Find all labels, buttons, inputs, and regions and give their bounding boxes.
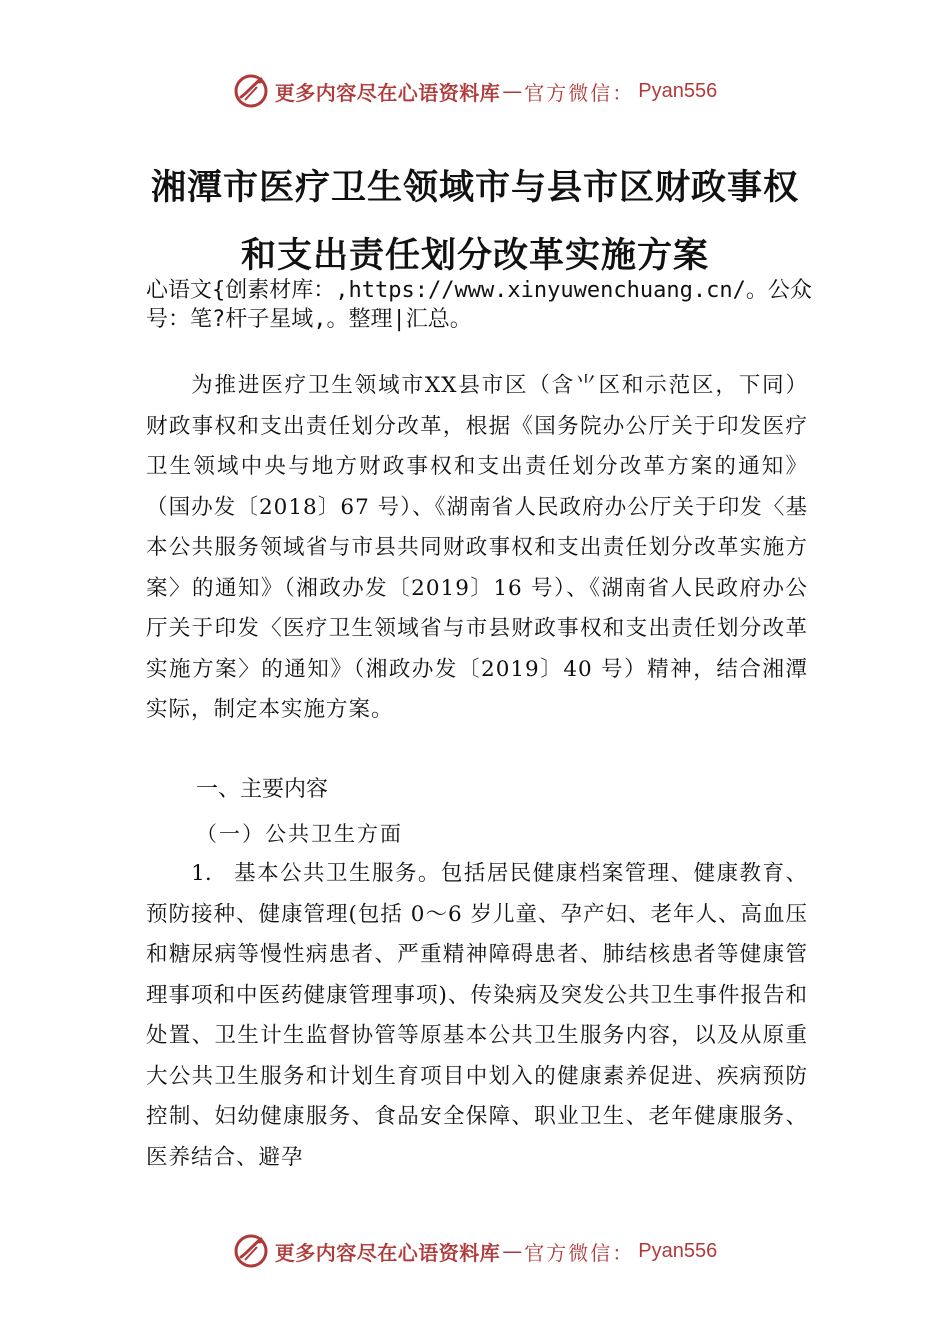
- item-text: 基本公共卫生服务。包括居民健康档案管理、健康教育、预防接种、健康管理(包括 0～6 岁儿童、孕产妇、老年人、高血压和糖尿病等慢性病患者、严重精神障碍患者、肺结核患者等健康管理事项和中医药健康管理事项)、传染病及突发公共卫生事件报告和处置、卫生计生监督协管等原基本公共卫生服务内容，以及从原重大公共卫生服务和计划生育项目中划入的健康素养促进、疾病预防控制、妇幼健康服务、食品安全保障、职业卫生、老年健康服务、医养结合、避孕: [146, 861, 808, 1170]
- source-note: 心语文{创素材库：,https://www.xinyuwenchuang.cn/。公众号：笔?杆子星域,。整理|汇总。: [146, 278, 812, 332]
- document-title-line2: 和支出责任划分改革实施方案: [240, 235, 709, 276]
- banner-wechat-id: Pyan556: [638, 79, 718, 102]
- document-title-line1: 湘潭市医疗卫生领域市与县市区财政事权: [150, 167, 799, 208]
- footer-banner: [0, 1228, 950, 1274]
- section-heading: 一、主要内容: [196, 777, 329, 802]
- banner-wechat-label: 官方微信：: [524, 80, 635, 105]
- banner-dash: —: [502, 79, 523, 103]
- item-number: 1.: [191, 861, 212, 886]
- header-banner: [0, 68, 950, 114]
- red-circle-pen-logo-icon: [233, 1233, 269, 1269]
- banner-dash: —: [502, 1239, 523, 1263]
- banner-brand-text: 更多内容尽在心语资料库: [274, 1240, 501, 1265]
- intro-paragraph: 为推进医疗卫生领域市XX县市区（含⺌区和示范区，下同）财政事权和支出责任划分改革，根据《国务院办公厅关于印发医疗卫生领域中央与地方财政事权和支出责任划分改革方案的通知》（国办发〔2018〕67 号）、《湖南省人民政府办公厅关于印发〈基本公共服务领域省与市县共同财政事权和支出责任划分改革实施方案〉的通知》（湘政办发〔2019〕16 号）、《湖南省人民政府办公厅关于印发〈医疗卫生领域省与市县财政事权和支出责任划分改革实施方案〉的通知》（湘政办发〔2019〕40 号）精神，结合湘潭实际，制定本实施方案。: [146, 373, 808, 722]
- subsection-heading: （一）公共卫生方面: [196, 822, 403, 846]
- banner-wechat-label: 官方微信：: [524, 1240, 635, 1265]
- red-circle-pen-logo-icon: [233, 73, 269, 109]
- banner-wechat-id: Pyan556: [638, 1239, 718, 1262]
- banner-brand-text: 更多内容尽在心语资料库: [274, 80, 501, 105]
- item-paragraph: [146, 854, 808, 1178]
